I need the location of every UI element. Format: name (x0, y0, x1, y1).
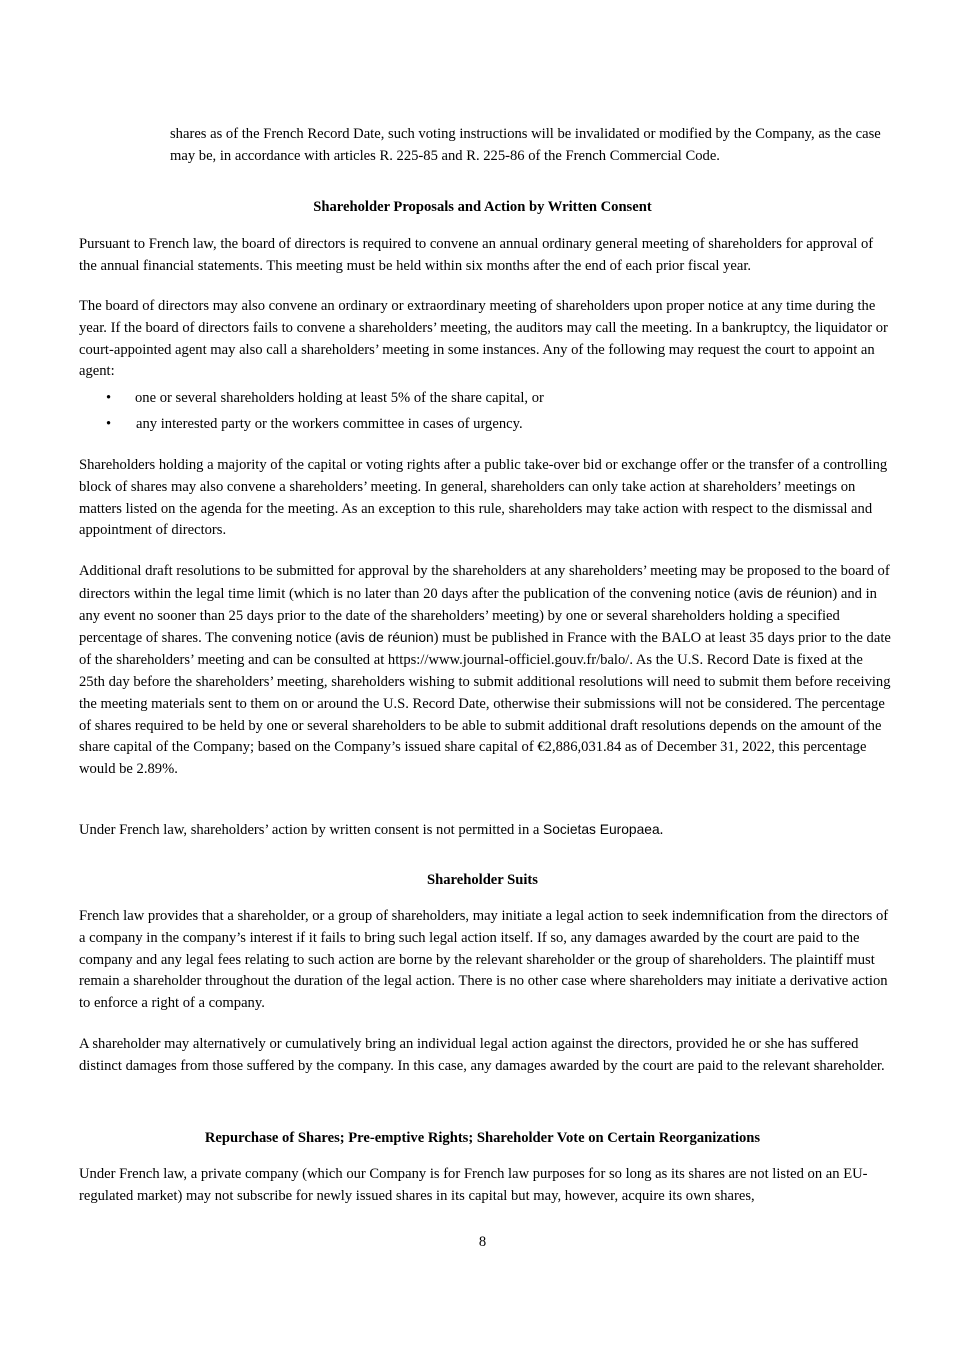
bullet-icon: • (106, 416, 112, 432)
section-heading-shareholder-suits: Shareholder Suits (427, 872, 538, 888)
paragraph-individual-action: A shareholder may alternatively or cumulatively bring an individual legal action against the directors, provided he or she has suffered distinct damages from those suffered by the company. In this case, any damages awarded by the court are paid to the relevant shareholder. (79, 1036, 885, 1074)
paragraph-derivative-action: French law provides that a shareholder, or a group of shareholders, may initiate a legal action to seek indemnification from the directors of a company in the company’s interest if it fails to bring such legal action itself. If so, any damages awarded by the court are paid to the company and any legal fees relating to such action are borne by the relevant shareholder or the group of shareholders. The plaintiff must remain a shareholder throughout the duration of the legal action. There is no other case where shareholders may initiate a derivative action to enforce a right of a company. (79, 908, 889, 1012)
paragraph-private-company-shares: Under French law, a private company (which our Company is for French law purposes for so long as its shares are not listed on an EU-regulated market) may not subscribe for newly issued shares in its capital but may, however, acquire its own shares, (79, 1166, 868, 1204)
term-societas-europaea: Societas Europaea (543, 822, 660, 837)
section-heading-shareholder-proposals: Shareholder Proposals and Action by Written Consent (313, 199, 652, 215)
paragraph-annual-meeting: Pursuant to French law, the board of directors is required to convene an annual ordinary general meeting of shareholders for approval of the annual financial statements. This meeting must be held within six months after the end of each prior fiscal year. (79, 236, 874, 274)
bullet-text: one or several shareholders holding at least 5% of the share capital, or (135, 390, 544, 406)
bullet-icon: • (106, 390, 112, 406)
paragraph-draft-resolutions (79, 561, 891, 781)
term-avis-de-reunion: avis de réunion (738, 585, 833, 601)
continuation-paragraph: shares as of the French Record Date, such voting instructions will be invalidated or modified by the Company, as the case may be, in accordance with articles R. 225-85 and R. 225-86 of the French Commercial Code. (170, 126, 881, 164)
paragraph-written-consent (79, 819, 891, 842)
draft-resolutions-text-1: Additional draft resolutions to be submitted for approval by the shareholders at any shareholders’ meeting may be proposed to the board of directors within the legal time limit (which is no later than 20 days after the publication of the convening notice ( (79, 563, 890, 602)
paragraph-convene-meeting: The board of directors may also convene an ordinary or extraordinary meeting of shareholders upon proper notice at any time during the year. If the board of directors fails to convene a shareholders’ meeting, the auditors may call the meeting. In a bankruptcy, the liquidator or court-appointed agent may also call a shareholders’ meeting in some instances. Any of the following may request the court to appoint an agent: (79, 298, 888, 380)
page-number: 8 (478, 1234, 487, 1250)
written-consent-text-1: Under French law, shareholders’ action by written consent is not permitted in a (79, 822, 544, 838)
term-avis-de-reunion: avis de réunion (340, 630, 434, 646)
section-heading-repurchase-of-shares: Repurchase of Shares; Pre-emptive Rights; Shareholder Vote on Certain Reorganizations (204, 1130, 761, 1146)
draft-resolutions-text-2: ) and in any event no sooner than 25 days prior to the date of the shareholders’ meeting) by one or several shareholders holding a specified percentage of shares. The convening notice ( (79, 585, 877, 647)
draft-resolutions-text-3: ) must be published in France with the BALO at least 35 days prior to the date of the shareholders’ meeting and can be consulted at https://www.journal-officiel.gouv.fr/balo/. As the U.S. Record Date is fixed at the 25th day before the shareholders’ meeting, shareholders wishing to submit additional resolutions will need to submit them before receiving the meeting materials sent to them on or around the U.S. Record Date, otherwise their submissions will not be considered. The percentage of shares required to be held by one or several shareholders to be able to submit additional draft resolutions depends on the amount of the share capital of the Company; based on the Company’s issued share capital of €2,886,031.84 as of December 31, 2022, this percentage would be 2.89%. (79, 630, 891, 778)
bullet-text: any interested party or the workers committee in cases of urgency. (136, 416, 523, 432)
paragraph-majority-holders: Shareholders holding a majority of the capital or voting rights after a public take-over bid or exchange offer or the transfer of a controlling block of shares may also convene a shareholders’ meeting. In general, shareholders can only take action at shareholders’ meetings on matters listed on the agenda for the meeting. As an exception to this rule, shareholders may take action with respect to the dismissal and appointment of directors. (79, 457, 888, 539)
written-consent-text-2: . (659, 822, 664, 838)
